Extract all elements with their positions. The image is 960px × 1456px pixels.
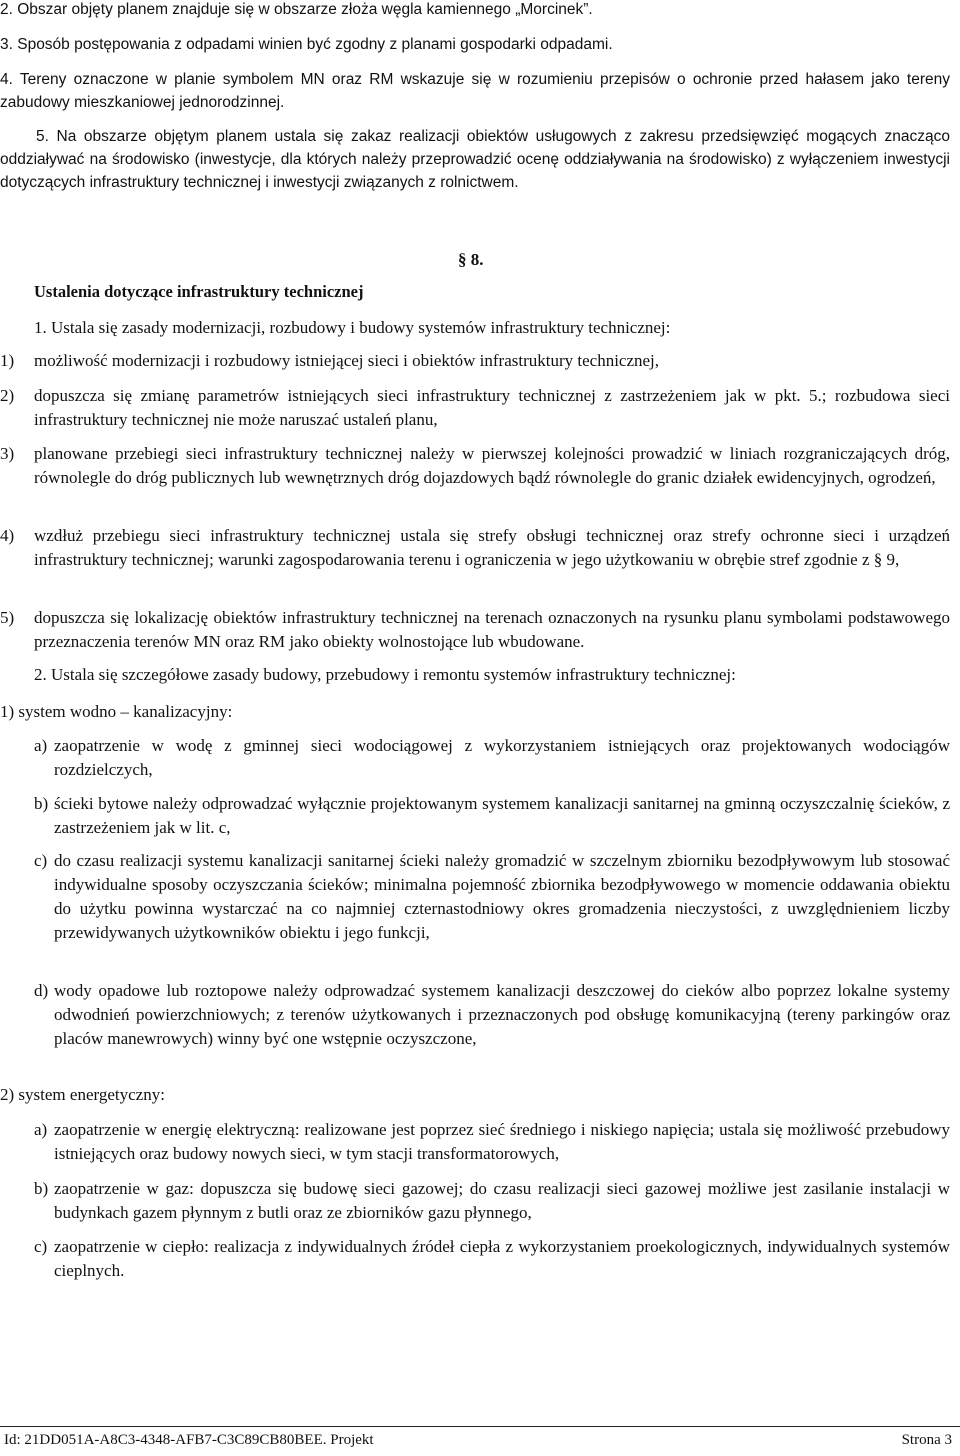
document-page: 2. Obszar objęty planem znajduje się w obszarze złoża węgla kamiennego „Morcinek”. 3. Sposób postępowania z odpadami winien być zgodny z planami gospodarki odpadami. 4. Tereny oznaczone w planie symbolem MN oraz RM wskazuje się w rozumieniu przepisów o ochronie przed hałasem jako tereny zabudowy mieszkaniowej jednorodzinnej. 5. Na obszarze objętym planem ustala się zakaz realizacji obiektów usługowych z zakresu przedsięwzięć mogących znacząco oddziaływać na środowisko (inwestycje, dla których należy przeprowadzić ocenę oddziaływania na środowisko) z wyłączeniem inwestycji dotyczących infrastruktury technicznej i inwestycji związanych z rolnictwem. § 8. Ustalenia dotyczące infrastruktury technicznej 1. Ustala się zasady modernizacji, rozbudowy i budowy systemów infrastruktury technicznej: 1) możliwość modernizacji i rozbudowy istniejącej sieci i obiektów infrastruktury technicznej, 2) dopuszcza się zmianę parametrów istniejących sieci infrastruktury technicznej z zastrzeżeniem jak w pkt. 5.; rozbudowa sieci infrastruktury technicznej nie może naruszać ustaleń planu, 3) planowane przebiegi sieci infrastruktury technicznej należy w pierwszej kolejności prowadzić w liniach rozgraniczających dróg, równolegle do dróg publicznych lub wewnętrznych dróg dojazdowych bądź równolegle do granic działek ewidencyjnych, ogrodzeń, 4) wzdłuż przebiegu sieci infrastruktury technicznej ustala się strefy obsługi technicznej oraz strefy ochronne sieci i urządzeń infrastruktury technicznej; warunki zagospodarowania terenu i ograniczenia w jego użytkowaniu w obrębie stref zgodnie z § 9, 5) dopuszcza się lokalizację obiektów infrastruktury technicznej na terenach oznaczonych na rysunku planu symbolami podstawowego przeznaczenia terenów MN oraz RM jako obiekty wolnostojące lub wbudowane. 2. Ustala się szczegółowe zasady budowy, przebudowy i remontu systemów infrastruktury technicznej: 1) system wodno – kanalizacyjny: a) zaopatrzenie w wodę z gminnej sieci wodociągowej z wykorzystaniem istniejących oraz projektowanych wodociągów rozdzielczych, b) ścieki bytowe należy odprowadzać wyłącznie projektowanym systemem kanalizacji sanitarnej na gminną oczyszczalnię ścieków, z zastrzeżeniem jak w lit. c, c) do czasu realizacji systemu kanalizacji sanitarnej ścieki należy gromadzić w szczelnym zbiorniku bezodpływowym lub stosować indywidualne sposoby oczyszczania ścieków; minimalna pojemność zbiornika bezodpływowego w momencie oddawania obiektu do użytku powinna wystarczać na co najmniej czternastodniowy okres gromadzenia nieczystości, z uwzględnieniem liczby przewidywanych użytkowników obiektu i jego funkcji, d) wody opadowe lub roztopowe należy odprowadzać systemem kanalizacji deszczowej do cieków albo poprzez lokalne systemy odwodnień powierzchniowych; z terenów użytkowanych i przeznaczonych pod obsługę komunikacyjną (tereny parkingów oraz placów manewrowych) winny być one wstępnie oczyszczone, 2) system energetyczny: a) zaopatrzenie w energię elektryczną: realizowane jest poprzez sieć średniego i niskiego napięcia; ustala się możliwość przebudowy istniejących oraz budowy nowych sieci, w tym stacji transformatorowych, b) zaopatrzenie w gaz: dopuszcza się budowę sieci gazowej; do czasu realizacji sieci gazowej możliwe jest zasilanie instalacji w budynkach gazem płynnym z butli oraz ze zbiorników gazu płynnego, c) zaopatrzenie w ciepło: realizacja z indywidualnych źródeł ciepła z wykorzystaniem proekologicznych, indywidualnych systemów cieplnych. Id: 21DD051A-A8C3-4348-AFB7-C3C89CB80BEE. Projekt Strona 3 [0, 0, 960, 1456]
system-water-label: 1) system wodno – kanalizacyjny: [0, 702, 233, 721]
section-heading: Ustalenia dotyczące infrastruktury technicznej [34, 282, 364, 301]
paragraph-3: 3. Sposób postępowania z odpadami winien być zgodny z planami gospodarki odpadami. [0, 36, 613, 53]
footer-document-id: Id: 21DD051A-A8C3-4348-AFB7-C3C89CB80BEE. Projekt [4, 1432, 374, 1448]
paragraph-4: 4. Tereny oznaczone w planie symbolem MN oraz RM wskazuje się w rozumieniu przepisów o ochronie przed hałasem jako tereny zabudowy mieszkaniowej jednorodzinnej. [0, 71, 950, 111]
system-energy-label: 2) system energetyczny: [0, 1085, 165, 1104]
section-symbol: § 8. [458, 250, 484, 269]
paragraph-2: 2. Obszar objęty planem znajduje się w obszarze złoża węgla kamiennego „Morcinek”. [0, 1, 593, 18]
paragraph-5: 5. Na obszarze objętym planem ustala się zakaz realizacji obiektów usługowych z zakresu przedsięwzięć mogących znacząco oddziaływać na środowisko (inwestycje, dla których należy przeprowadzić ocenę oddziaływania na środowisko) z wyłączeniem inwestycji dotyczących infrastruktury technicznej i inwestycji związanych z rolnictwem. [0, 128, 950, 191]
part2-intro: 2. Ustala się szczegółowe zasady budowy, przebudowy i remontu systemów infrastruktury technicznej: [34, 665, 736, 684]
footer-rule [0, 1426, 960, 1427]
footer-page-number: Strona 3 [901, 1432, 952, 1448]
part1-intro: 1. Ustala się zasady modernizacji, rozbudowy i budowy systemów infrastruktury technicznej: [34, 318, 671, 337]
